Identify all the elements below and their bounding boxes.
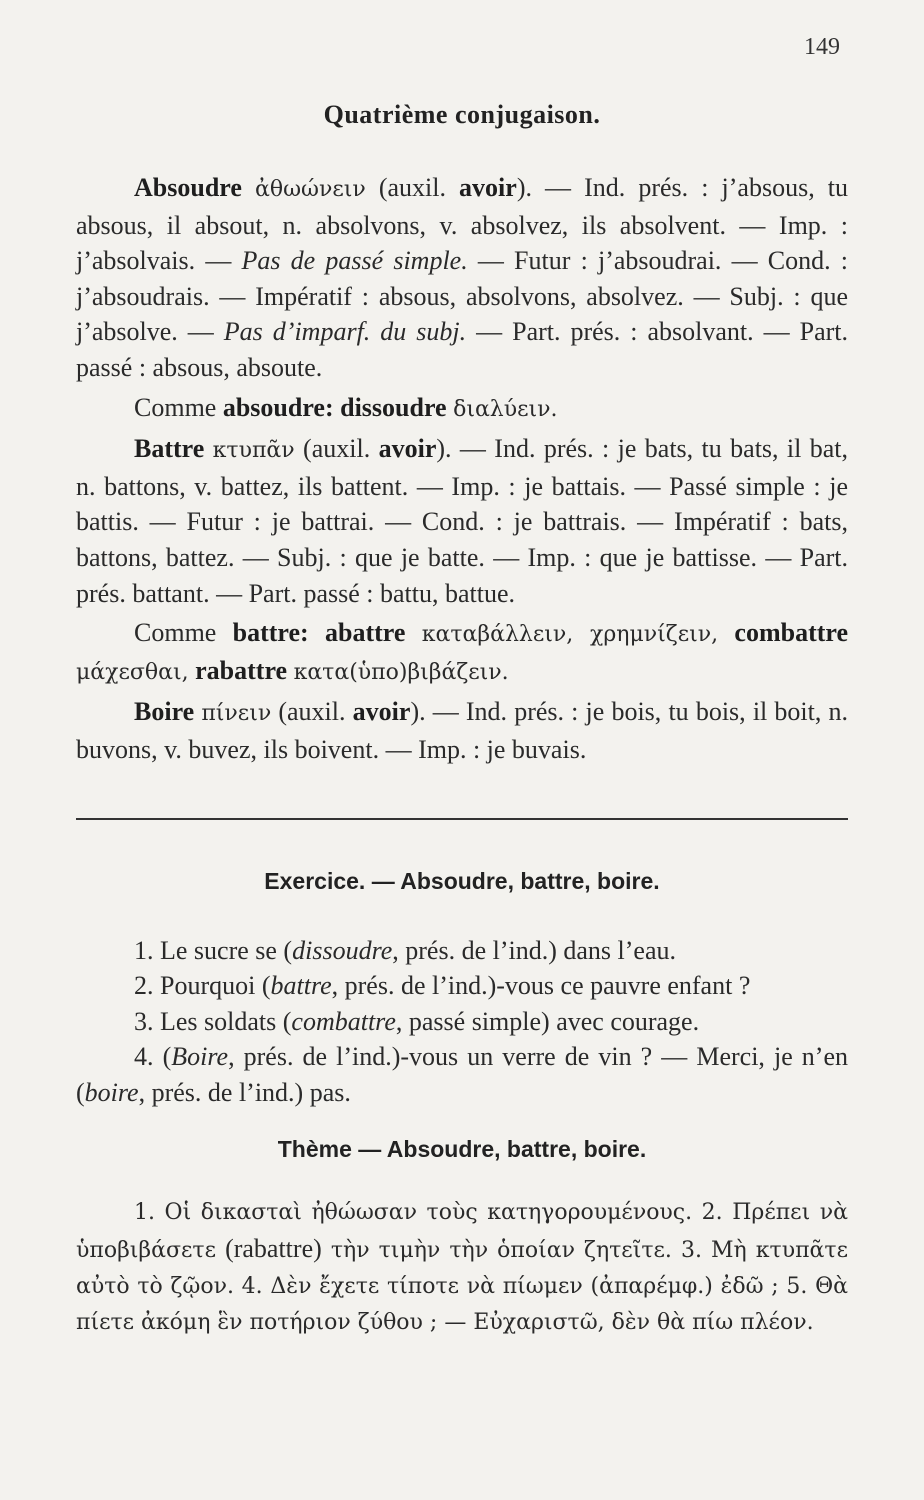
item-text: , prés. de l’ind.)-vous ce pauvre enfant ?	[331, 971, 751, 1001]
item-verb: Boire	[171, 1042, 229, 1072]
item-number: 1.	[134, 935, 154, 965]
greek-translation: κτυπᾶν	[212, 438, 295, 464]
exercise-list	[76, 933, 848, 1111]
item-verb: combattre	[291, 1006, 396, 1036]
item-text: (	[162, 1042, 172, 1072]
conjugation-text: — Part. prés. : absolvant. — Part. passé : absous, absoute.	[76, 317, 849, 382]
colon: :	[324, 392, 334, 422]
compound-verb: abattre	[325, 618, 406, 648]
item-number: 2.	[134, 971, 154, 1001]
compound-verb: rabattre	[195, 655, 288, 685]
absoudre-paragraph	[76, 170, 848, 386]
greek-translation: καταβάλλειν, χρημνίζειν,	[421, 622, 719, 648]
colon: :	[300, 618, 309, 648]
section-heading: Quatrième conjugaison.	[323, 100, 601, 129]
exercise-item	[76, 1004, 848, 1040]
exercise-item	[76, 1039, 848, 1110]
model-verb: battre	[232, 618, 301, 648]
compound-verb: combattre	[734, 618, 848, 648]
greek-sentences: τὴν τιμὴν τὴν ὁποίαν ζητεῖτε. 3. Μὴ κτυπᾶτε αὐτὸ τὸ ζῷον. 4. Δὲν ἔχετε τίποτε νὰ πίωμεν (ἀπαρέμφ.) ἐδῶ ; 5. Θὰ πίετε ἀκόμη ἓν ποτήριον ζύθου ; — Εὐχαριστῶ, δὲν θὰ πίω πλέον.	[76, 1238, 848, 1336]
comme-battre-paragraph	[76, 615, 848, 690]
conjugation-text: — Futur : j’absoudrai. — Cond. : j’absoudrais. — Impératif : absous, absolvons, absolvez. — Subj. : que j’absolve. —	[76, 246, 849, 347]
boire-paragraph	[76, 694, 848, 767]
aux-label: (auxil.	[378, 173, 446, 202]
aux-label: (auxil.	[278, 697, 346, 727]
model-verb: absoudre	[222, 392, 325, 422]
conjugation-text: ). — Ind. prés. : j’absous, tu absous, il absout, n. absolvons, v. absolvez, ils absolvent. — Imp. : j’absolvais. —	[76, 173, 848, 276]
section-divider	[76, 818, 848, 820]
page-content	[76, 100, 848, 1341]
item-text: Pourquoi (	[160, 971, 271, 1001]
greek-translation: πίνειν	[201, 701, 272, 727]
greek-sentences: 1. Οἱ δικασταὶ ἠθώωσαν τοὺς κατηγορουμένους. 2. Πρέπει νὰ ὑποβιβάσετε	[76, 1200, 848, 1264]
item-verb: dissoudre	[292, 935, 393, 965]
item-text: , passé simple) avec courage.	[395, 1006, 700, 1036]
greek-translation: μάχεσθαι,	[76, 659, 189, 685]
item-number: 4.	[134, 1042, 154, 1072]
verb-absoudre: Absoudre	[134, 173, 242, 202]
greek-translation: ἀθωώνειν	[254, 177, 366, 202]
note-no-simple-past: Pas de passé simple.	[241, 246, 468, 276]
aux-label: (auxil.	[303, 434, 371, 464]
item-text: Les soldats (	[160, 1006, 292, 1036]
conjugation-text: ). — Ind. prés. : je bois, tu bois, il boit, n. buvons, v. buvez, ils boivent. — Imp. : je buvais.	[76, 697, 849, 764]
theme-paragraph	[76, 1195, 848, 1341]
exercise-item	[76, 933, 848, 969]
verb-battre: Battre	[134, 434, 205, 464]
item-text: , prés. de l’ind.) dans l’eau.	[392, 935, 677, 965]
comme-label: Comme	[134, 618, 217, 648]
note-no-imperfect-subj: Pas d’imparf. du subj.	[223, 317, 467, 347]
item-text: Le sucre se (	[160, 935, 293, 965]
item-text: , prés. de l’ind.) pas.	[138, 1077, 351, 1107]
compound-verb: dissoudre	[340, 392, 447, 422]
aux-verb: avoir	[352, 697, 411, 727]
aux-verb: avoir	[459, 173, 517, 202]
item-verb: boire	[84, 1077, 139, 1107]
page-number: 149	[804, 34, 840, 60]
verb-boire: Boire	[134, 697, 195, 727]
battre-paragraph	[76, 431, 848, 611]
greek-translation: διαλύειν.	[453, 396, 558, 422]
comme-absoudre-paragraph	[76, 390, 848, 428]
aux-verb: avoir	[378, 434, 437, 464]
item-text: , prés. de l’ind.)-vous un verre de vin ? — Merci, je n’en (	[76, 1042, 849, 1107]
exercise-item	[76, 968, 848, 1004]
exercise-heading: Exercice. — Absoudre, battre, boire.	[264, 867, 660, 894]
theme-heading: Thème — Absoudre, battre, boire.	[277, 1136, 647, 1163]
french-gloss: (rabattre)	[225, 1234, 322, 1264]
greek-translation: κατα(ὑπο)βιβάζειν.	[293, 659, 509, 685]
item-number: 3.	[134, 1006, 154, 1036]
conjugation-text: ). — Ind. prés. : je bats, tu bats, il bat, n. battons, v. battez, ils battent. — Imp. : je battais. — Passé simple : je battis. — Futur : je battrai. — Cond. : je battrais. — Impératif : bats, battons, battez. — Subj. : que je batte. — Imp. : que je battisse. — Part. prés. battant. — Part. passé : battu, battue.	[76, 434, 849, 608]
comme-label: Comme	[134, 392, 217, 422]
item-verb: battre	[270, 971, 332, 1001]
